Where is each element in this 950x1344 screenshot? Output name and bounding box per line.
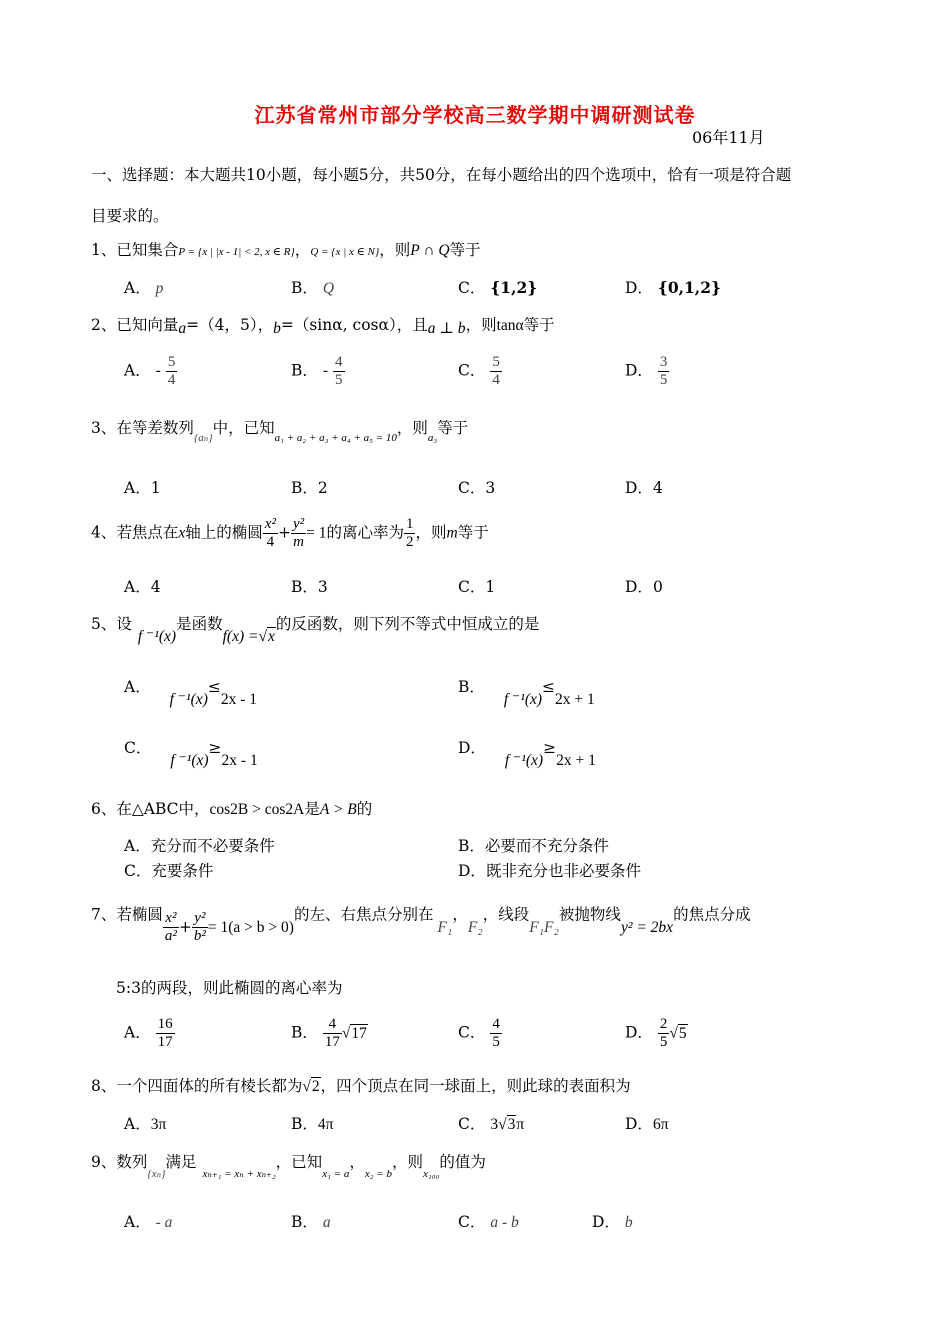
q4-option-d[interactable] [625,577,663,597]
option-numerator: 5 [167,354,176,370]
question-8: 8、一个四面体的所有棱长都为√2，四个顶点在同一球面上，则此球的表面积为 [91,1077,631,1095]
option-label: D． [625,361,653,380]
q4-frac2-num: y² [292,516,305,532]
question-4 [91,516,489,551]
q8-option-b[interactable] [291,1114,333,1135]
option-label: D． [625,1023,653,1042]
option-sign: - [155,361,161,380]
question-5: 5、设f ⁻¹(x)是函数f(x) =√x的反函数，则下列不等式中恒成立的是 [91,615,540,645]
q8-radicand: 2 [311,1078,320,1095]
q7-frac2-num: y² [192,910,208,928]
q9-sep: ， [349,1153,365,1171]
option-op: ≥ [543,739,557,757]
q6-mid: 是 [304,800,320,818]
option-value: {1,2} [490,278,538,297]
q7-suffix: 的焦点分成 [673,905,751,924]
option-sign: - [322,361,329,380]
q4-mid: 轴上的椭圆 [185,523,263,542]
option-value: 充要条件 [151,862,214,880]
option-rhs: 2x + 1 [555,691,595,708]
q1-option-b[interactable] [291,278,334,299]
q1-option-a[interactable] [124,278,163,299]
option-value: 4π [317,1116,334,1133]
option-label: D． [458,862,486,880]
option-rhs: 2x - 1 [221,752,258,769]
q9-suffix: 的值为 [439,1153,486,1171]
q7-condition: = 1(a > b > 0) [207,918,294,936]
q7-frac1-den: a² [164,928,177,944]
q7-option-a[interactable] [124,1016,175,1051]
page-title: 江苏省常州市部分学校高三数学期中调研测试卷 [254,103,696,127]
q7-mid: 的左、右焦点分别在 [293,905,434,924]
option-label: A． [124,1213,151,1231]
option-numerator: 16 [157,1016,173,1032]
option-label: C． [458,1023,486,1042]
q9-x2: x₂ = b [364,1168,392,1180]
q3-option-c[interactable] [458,478,495,498]
option-value: 6π [652,1116,669,1133]
q4-suffix: 等于 [457,523,489,542]
q8-option-d[interactable] [625,1114,669,1135]
q7-frac2-den: b² [193,928,206,944]
option-label: C． [458,361,486,380]
q7-f1: F₁ [437,918,453,936]
option-label: C． [124,862,152,880]
q4-plus: + [277,523,291,542]
q7-option-c[interactable] [458,1016,502,1051]
question-7 [91,898,751,944]
q8-option-a[interactable] [124,1114,166,1135]
q6-option-c[interactable] [124,861,213,881]
q6-prefix: 6、在△ABC中， [91,800,210,818]
q7-option-b[interactable]: B． $\frac{4}{17}$ √17 [291,1016,367,1050]
q2-prefix: 2、已知向量 [91,316,179,334]
option-label: B． [291,279,318,297]
q1-option-d[interactable] [625,278,721,298]
q8-suffix: ，四个顶点在同一球面上，则此球的表面积为 [320,1077,631,1095]
q8-prefix: 8、一个四面体的所有棱长都为 [91,1077,303,1095]
q4-frac1-den: 4 [266,534,275,550]
q4-option-a[interactable] [124,577,161,597]
q1-prefix: 1、已知集合 [91,241,179,259]
q1-sep: ， [294,241,311,259]
option-denominator: 4 [167,372,176,388]
q1-expr: P ∩ Q [410,242,450,259]
section-intro-line2: 目要求的。 [91,207,169,225]
q1-set-p: P = {x | |x - 1| < 2, x ∈ R} [178,246,295,258]
option-value: 3 [485,479,496,497]
q4-then: ，则 [415,523,447,542]
q3-equation: a₁ + a₂ + a₃ + a₄ + a₅ = 10 [274,432,397,444]
q3-sequence: {aₙ} [193,432,213,444]
option-label: B． [458,837,485,855]
option-value: 3π [150,1116,167,1133]
option-label: D． [625,279,653,297]
question-9 [91,1152,486,1180]
q9-option-a[interactable] [124,1212,172,1233]
q4-x-var: x [178,524,186,542]
option-label: D． [592,1213,620,1231]
q7-plus: + [178,917,192,936]
q3-target: a₃ [427,432,438,444]
q6-suffix: 的 [356,800,373,818]
option-value: 充分而不必要条件 [150,837,275,855]
q7-sep: ， [452,905,468,924]
option-label: A． [124,479,151,497]
q3-prefix: 3、在等差数列 [91,419,194,437]
option-denominator: 5 [659,1034,668,1050]
q6-condition: cos2B > cos2A [209,801,305,818]
q3-then: ，则 [396,419,428,437]
q9-option-d[interactable] [592,1212,633,1233]
q6-option-b[interactable] [458,836,609,856]
option-denominator: 4 [492,372,500,388]
q5-suffix: 的反函数，则下列不等式中恒成立的是 [275,615,540,633]
option-lhs: f ⁻¹(x) [170,752,209,769]
q2-option-c[interactable] [458,354,502,389]
option-denominator: 5 [335,372,343,388]
question-3 [91,418,469,444]
q5-func: f(x) = [222,628,259,645]
q7-prefix: 7、若椭圆 [91,905,163,924]
option-label: D． [458,739,486,757]
option-numerator: 3 [659,354,668,370]
option-value: 必要而不充分条件 [484,837,609,855]
option-value: - a [155,1214,173,1231]
option-label: B． [458,678,485,696]
option-value: b [624,1214,633,1231]
option-value: 3 [317,578,328,596]
q9-mid2: ，已知 [275,1153,323,1171]
q5-option-c[interactable] [124,738,258,769]
q9-recurrence: xₙ₊₁ = xₙ + xₙ₊₂ [202,1168,276,1180]
option-value: a - b [490,1214,519,1231]
q4-prefix: 4、若焦点在 [91,523,179,542]
exam-date: 06年11月 [692,128,765,147]
option-numerator: 4 [492,1016,500,1032]
option-numerator: 5 [492,354,500,370]
option-value: 1 [485,578,496,596]
option-label: D． [625,578,653,596]
q7-option-d[interactable]: D． $\frac{2}{5}$ √5 [625,1016,687,1050]
q2-vector-b-value: =（sinα, cosα），且 [280,316,428,334]
option-label: D． [625,1115,653,1133]
option-label: B． [291,1213,318,1231]
option-lhs: f ⁻¹(x) [503,691,543,708]
q5-mid: 是函数 [176,615,223,633]
option-label: A． [124,578,151,596]
option-value: {0,1,2} [657,278,721,297]
option-denominator: 17 [324,1034,340,1050]
q3-option-d[interactable] [625,478,663,498]
q5-finv: f ⁻¹(x) [137,628,177,645]
option-label: C． [458,279,486,297]
option-rhs: 2x + 1 [556,752,596,769]
option-rhs: 2x - 1 [220,691,258,708]
q4-eq: = 1 [306,524,327,542]
option-label: A． [124,279,151,297]
question-6 [91,799,372,820]
q7-mid3: 被抛物线 [558,905,621,924]
q5-option-b[interactable] [458,677,595,708]
q4-ecc-num: 1 [405,516,414,532]
q9-option-c[interactable] [458,1212,519,1233]
q7-f2: F₂ [467,918,483,936]
option-label: D． [625,479,653,497]
option-lhs: f ⁻¹(x) [504,752,544,769]
q2-option-b[interactable] [291,354,345,389]
q7-line2: 5:3的两段，则此椭圆的离心率为 [116,979,343,997]
q6-result: A > B [319,801,357,818]
option-label: B． [291,361,318,380]
option-denominator: 5 [659,372,668,388]
q4-ecc-den: 2 [405,534,414,550]
q2-perp: a ⊥ b [427,320,466,337]
question-2 [91,315,555,336]
q1-then: ，则 [379,241,411,259]
q1-set-q: Q = {x | x ∈ N} [310,246,380,258]
section-intro-line1: 一、选择题：本大题共10小题，每小题5分，共50分，在每小题给出的四个选项中，恰有一项是符合题 [91,166,792,184]
q3-mid: 中，已知 [212,419,275,437]
q2-suffix: 等于 [523,316,555,334]
q9-then: ，则 [391,1153,423,1171]
option-numerator: 2 [659,1016,668,1032]
q2-then: ，则 [465,316,497,334]
option-label: C． [458,578,486,596]
option-lhs: f ⁻¹(x) [169,691,208,708]
option-radicand: 5 [678,1024,687,1042]
q5-prefix: 5、设 [91,615,132,633]
q9-mid: 满足 [165,1153,197,1171]
option-label: B． [291,1115,318,1133]
q4-m-var: m [446,524,458,542]
option-label: A． [124,837,151,855]
option-value: a [322,1214,331,1231]
q2-vector-a: a [178,320,187,337]
option-label: B． [291,578,318,596]
option-label: C． [124,739,152,757]
option-op: ≤ [207,678,221,696]
option-value: Q [322,280,335,297]
q1-option-c[interactable] [458,278,537,298]
q7-segment: F₁F₂ [529,918,559,936]
q2-tan: tanα [496,317,524,334]
q9-prefix: 9、数列 [91,1153,148,1171]
option-numerator: 4 [335,354,343,370]
option-coefficient: 3 [490,1116,499,1133]
q6-option-a[interactable] [124,836,275,856]
option-op: ≥ [208,739,222,757]
q9-x1: x₁ = a [322,1168,350,1180]
q3-option-b[interactable] [291,478,328,498]
q4-mid2: 的离心率为 [326,523,404,542]
option-radicand: 17 [351,1024,367,1042]
q4-option-b[interactable] [291,577,328,597]
q9-sequence: {xₙ} [147,1168,166,1180]
option-value: 1 [150,479,161,497]
option-label: B． [291,1023,318,1042]
q7-frac1-num: x² [163,910,179,928]
option-label: A． [124,1115,151,1133]
option-value: p [155,280,164,297]
option-label: C． [458,479,486,497]
q3-suffix: 等于 [437,419,469,437]
q4-option-c[interactable] [458,577,495,597]
option-denominator: 17 [157,1034,173,1050]
q9-option-b[interactable] [291,1212,331,1233]
q8-option-c[interactable]: C． 3√3π [458,1115,525,1133]
question-1 [91,240,481,262]
option-label: A． [124,1023,151,1042]
q5-option-a[interactable] [124,677,258,708]
option-value: 0 [652,578,663,596]
option-label: B． [291,479,318,497]
q5-option-d[interactable] [458,738,596,769]
option-value: 4 [652,479,663,497]
option-pi: π [516,1116,525,1133]
option-radicand: 3 [507,1116,516,1133]
q2-vector-b: b [273,320,281,337]
option-value: 既非充分也非必要条件 [485,862,641,880]
q4-frac1-num: x² [264,516,276,532]
q6-option-d[interactable] [458,861,641,881]
option-denominator: 5 [492,1034,500,1050]
q3-option-a[interactable] [124,478,161,498]
q5-radicand: x [267,628,275,645]
q1-suffix: 等于 [449,241,481,259]
q7-mid2: ，线段 [482,905,530,924]
option-label: C． [458,1115,486,1133]
q4-frac2-den: m [293,534,304,550]
q9-target: x₁₀₀ [423,1168,440,1180]
option-label: C． [458,1213,486,1231]
q2-option-a[interactable] [124,354,177,389]
option-label: A． [124,361,151,380]
option-label: A． [124,678,151,696]
q7-parabola: y² = 2bx [620,918,674,936]
option-value: 2 [317,479,328,497]
q2-vector-a-value: =（4，5）， [186,316,274,334]
option-value: 4 [150,578,161,596]
option-op: ≤ [542,678,556,696]
q2-option-d[interactable] [625,354,669,389]
option-numerator: 4 [323,1016,342,1034]
